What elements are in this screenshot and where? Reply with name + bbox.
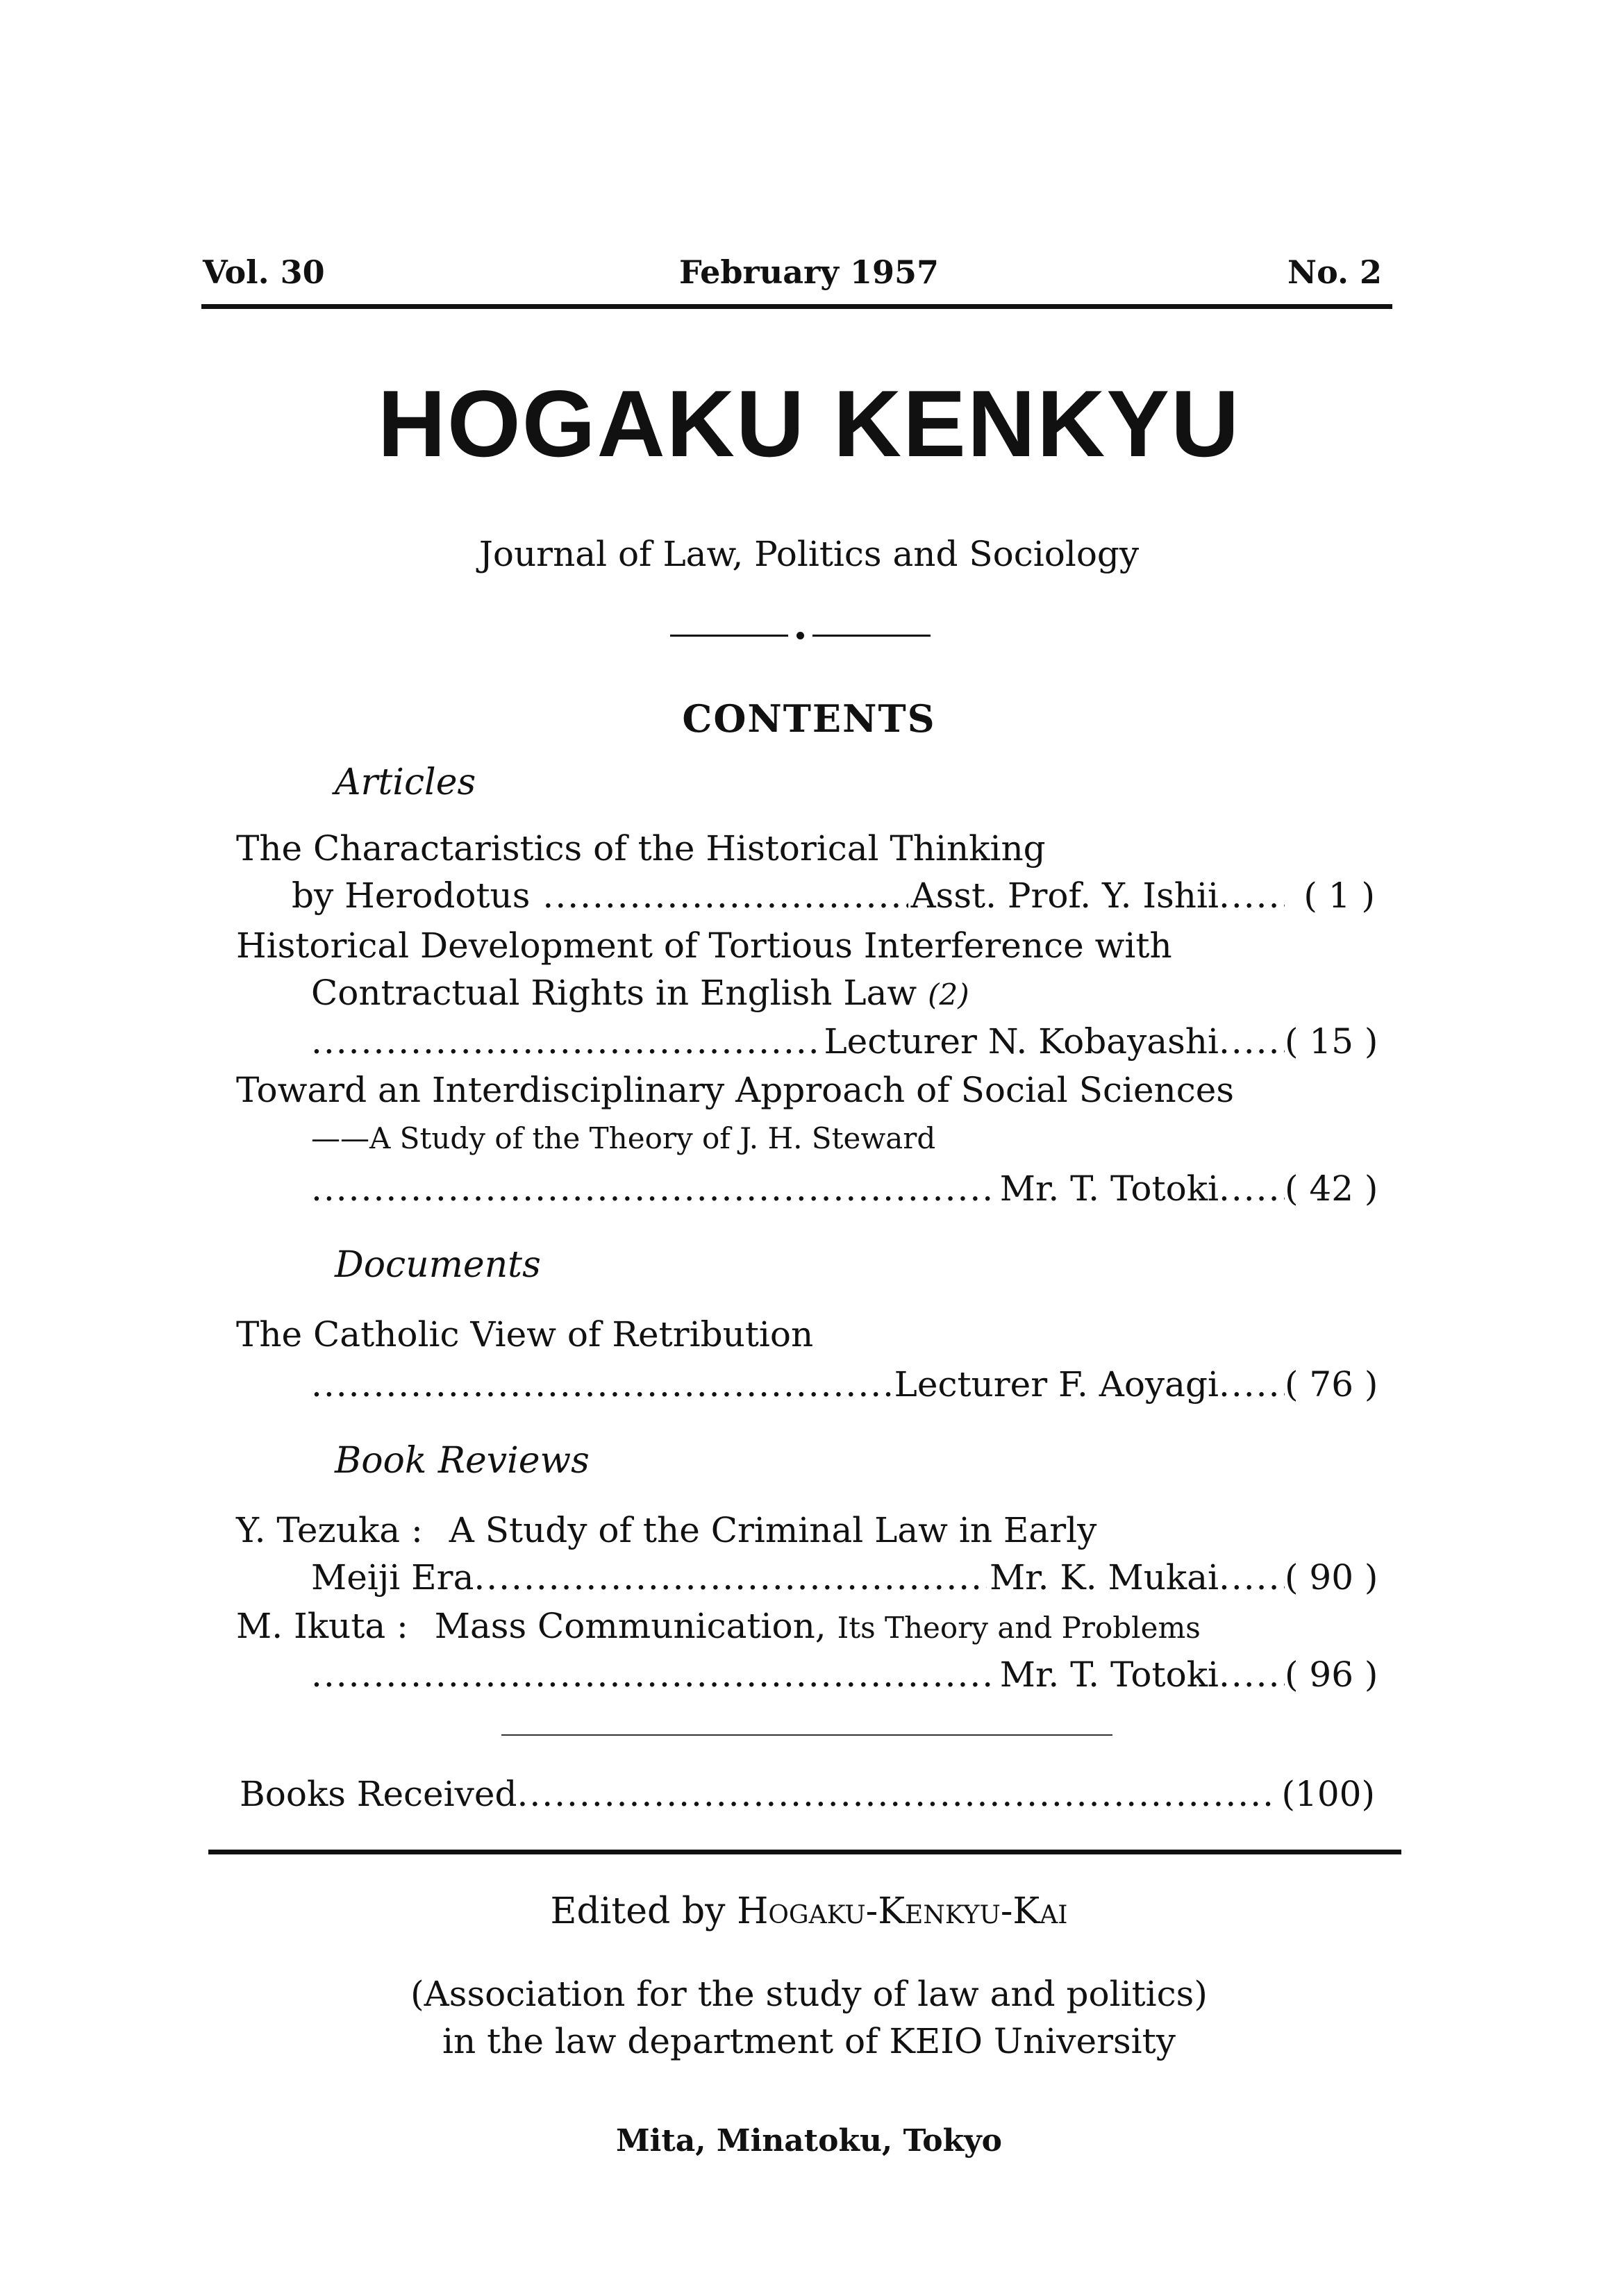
review-2-reviewed-author: M. Ikuta : xyxy=(236,1606,408,1646)
books-received-page: (100) xyxy=(1281,1774,1375,1814)
leader-dots xyxy=(517,1772,1278,1816)
article-1-author: Asst. Prof. Y. Ishii xyxy=(910,875,1219,916)
document-1-author: Lecturer F. Aoyagi xyxy=(894,1364,1219,1405)
article-3-entry xyxy=(311,1166,1378,1211)
review-2-entry xyxy=(311,1652,1378,1697)
article-1-entry xyxy=(292,873,1375,918)
leader-dots xyxy=(311,1652,997,1697)
review-1-title xyxy=(236,1508,1096,1552)
document-1-title: The Catholic View of Retribution xyxy=(236,1314,814,1355)
leader-dots xyxy=(1219,1362,1285,1407)
leader-dots xyxy=(474,1555,987,1600)
article-1-title: The Charactaristics of the Historical Thinking xyxy=(236,828,1046,869)
article-2-page: ( 15 ) xyxy=(1285,1021,1378,1062)
article-3-page: ( 42 ) xyxy=(1285,1168,1378,1209)
article-1-title-cont: by Herodotus xyxy=(292,875,531,916)
article-3-author: Mr. T. Totoki xyxy=(999,1168,1219,1209)
review-2-author: Mr. T. Totoki xyxy=(999,1654,1219,1695)
document-1-page: ( 76 ) xyxy=(1285,1364,1378,1405)
article-2-title: Historical Development of Tortious Interference with xyxy=(236,925,1172,966)
article-2-title-cont xyxy=(311,971,969,1017)
department-line: in the law department of KEIO University xyxy=(442,2021,1176,2061)
article-3-title: Toward an Interdisciplinary Approach of Social Sciences xyxy=(236,1070,1234,1110)
volume-label: Vol. 30 xyxy=(203,253,325,291)
editor-name: Hogaku-Kenkyu-Kai xyxy=(737,1891,1068,1932)
article-2-entry xyxy=(311,1019,1378,1064)
leader-dots xyxy=(1219,1019,1285,1064)
leader-dots xyxy=(1219,1166,1285,1211)
review-1-author: Mr. K. Mukai xyxy=(989,1557,1219,1598)
leader-dots xyxy=(311,1019,821,1064)
document-1-entry xyxy=(311,1362,1378,1407)
article-2-author: Lecturer N. Kobayashi xyxy=(824,1021,1219,1062)
journal-subtitle: Journal of Law, Politics and Sociology xyxy=(478,534,1140,574)
issue-date: February 1957 xyxy=(678,253,940,291)
review-2-title xyxy=(236,1604,1201,1650)
review-2-title-text: Mass Communication, xyxy=(434,1606,826,1646)
review-1-title-cont: Meiji Era xyxy=(311,1557,474,1598)
article-2-part: (2) xyxy=(928,978,969,1012)
leader-dots xyxy=(1219,1652,1285,1697)
edited-by-line xyxy=(0,1888,1618,1934)
association-line: (Association for the study of law and politics) xyxy=(410,1974,1208,2014)
leader-dots xyxy=(311,1362,892,1407)
leader-dots xyxy=(530,873,908,918)
ornament-divider xyxy=(670,628,934,642)
review-2-title-small: Its Theory and Problems xyxy=(837,1611,1201,1645)
review-1-entry xyxy=(311,1555,1378,1600)
books-received-entry xyxy=(240,1772,1375,1816)
review-2-page: ( 96 ) xyxy=(1285,1654,1378,1695)
header-rule xyxy=(201,304,1392,309)
section-book-reviews-label: Book Reviews xyxy=(335,1440,590,1482)
section-articles-label: Articles xyxy=(335,762,476,803)
leader-dots xyxy=(311,1166,997,1211)
footer-rule xyxy=(208,1850,1401,1854)
issue-number: No. 2 xyxy=(1287,253,1382,291)
article-2-title-cont-text: Contractual Rights in English Law xyxy=(311,973,917,1013)
contents-heading: CONTENTS xyxy=(682,696,936,741)
location-line: Mita, Minatoku, Tokyo xyxy=(615,2123,1003,2159)
edited-by-label: Edited by xyxy=(550,1891,726,1932)
section-divider xyxy=(501,1734,1112,1736)
leader-dots xyxy=(1219,1555,1285,1600)
review-1-page: ( 90 ) xyxy=(1285,1557,1378,1598)
journal-title: HOGAKU KENKYU xyxy=(377,371,1241,476)
review-1-title-text: A Study of the Criminal Law in Early xyxy=(449,1510,1097,1550)
books-received-label: Books Received xyxy=(240,1774,517,1814)
leader-dots xyxy=(1219,873,1285,918)
article-3-subtitle: ——A Study of the Theory of J. H. Steward xyxy=(311,1121,936,1155)
section-documents-label: Documents xyxy=(335,1244,541,1286)
article-1-page: ( 1 ) xyxy=(1303,875,1375,916)
review-1-reviewed-author: Y. Tezuka : xyxy=(236,1510,423,1550)
